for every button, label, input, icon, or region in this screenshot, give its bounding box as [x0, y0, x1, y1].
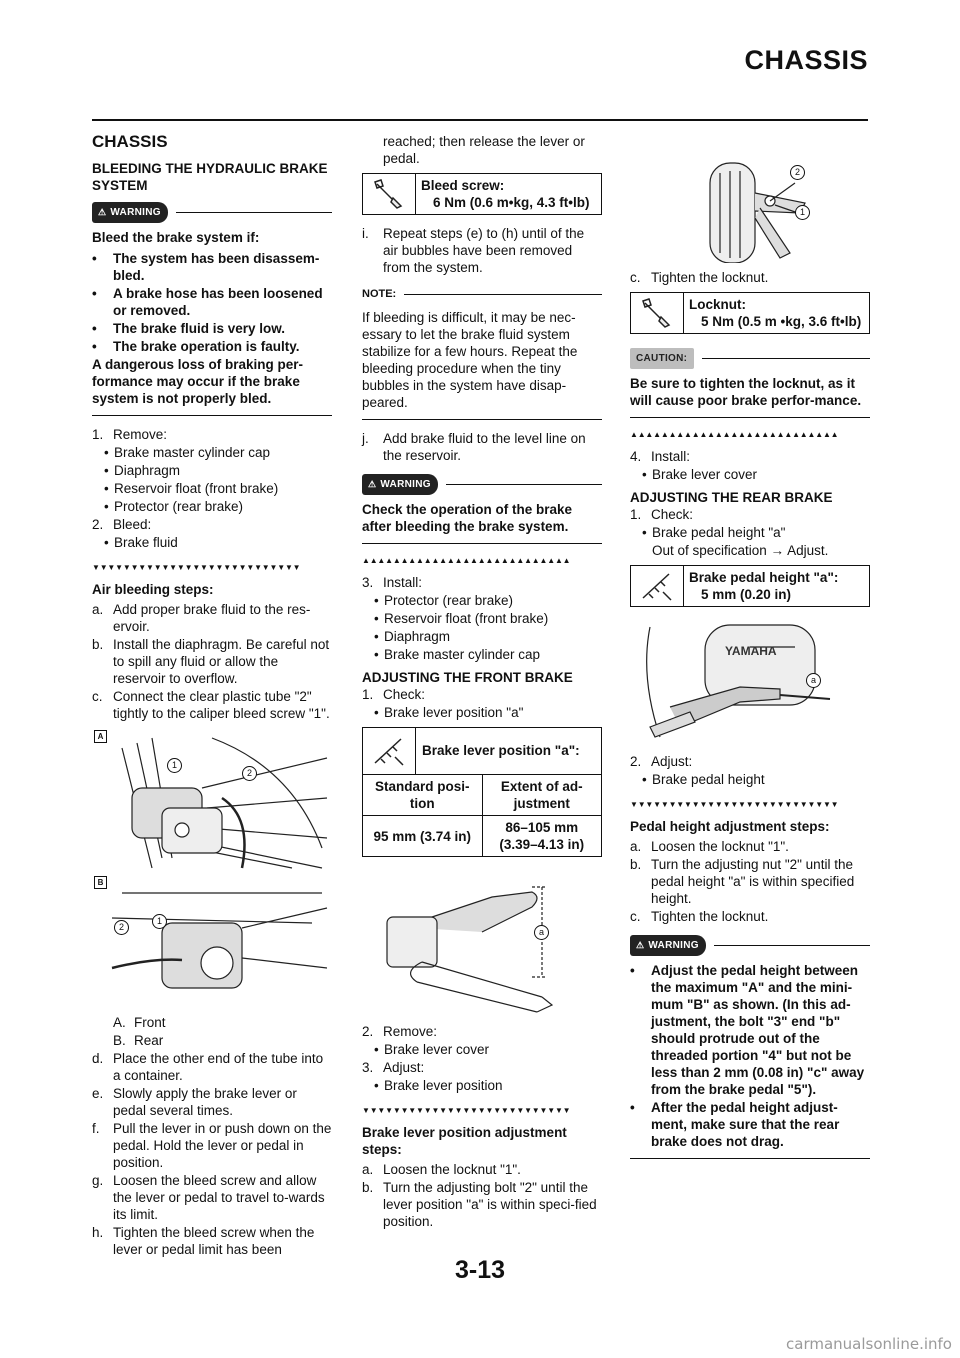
note-body: If bleeding is difficult, it may be nec-essary to let the brake fluid system stabilize for a few hours. Repeat the bleeding procedure when the tiny bubbles in the system have disap-peared. [362, 310, 578, 410]
step-item: j. Add brake fluid to the level line on the reservoir. [362, 431, 586, 463]
spec-value: 5 Nm (0.5 m •kg, 3.6 ft•lb) [701, 314, 862, 329]
list-item: • The brake fluid is very low. [92, 321, 286, 336]
divider [362, 543, 602, 544]
divider [362, 419, 602, 420]
step-item: e. Slowly apply the brake lever or pedal several times. [92, 1086, 297, 1118]
step-item: 4. Install: [630, 449, 691, 464]
warning-body [92, 229, 332, 407]
spec-table-brake-lever [362, 727, 602, 857]
list-item: • Adjust the pedal height between the maximum "A" and the mini-mum "B" as shown. (In this ad-justment, the bolt "3" end "b" should protrude out of the threaded portion "4" but not be less than 2 mm (0.08 in) "c" away from the brake pedal "5"). [630, 963, 865, 1097]
divider [446, 484, 602, 485]
page-number: 3-13 [454, 1256, 506, 1284]
procedure-end-marker: ▲▲▲▲▲▲▲▲▲▲▲▲▲▲▲▲▲▲▲▲▲▲▲▲▲▲▲ [362, 556, 571, 565]
column-1 [92, 133, 332, 1259]
spec-title: Bleed screw: [421, 178, 505, 193]
step-item: d. Place the other end of the tube into a container. [92, 1051, 324, 1083]
check-followup: Out of specification → Adjust. [652, 543, 829, 558]
callout-2: 2 [242, 766, 257, 781]
caution-body: Be sure to tighten the locknut, as it will cause poor brake perfor-mance. [630, 376, 862, 408]
measure-icon [631, 566, 684, 606]
bullet-item: • Diaphragm [104, 463, 181, 478]
warning-badge: ⚠ WARNING [92, 202, 168, 223]
callout-1: 1 [795, 205, 810, 220]
step-item: 1. Check: [630, 507, 694, 522]
list-item: • After the pedal height adjust-ment, make sure that the rear brake does not drag. [630, 1100, 840, 1149]
callout-2: 2 [114, 920, 129, 935]
bullet-item: • Brake master cylinder cap [104, 445, 271, 460]
warning-intro: Bleed the brake system if: [92, 230, 260, 245]
spec-title: Locknut: [689, 297, 746, 312]
procedure-start-marker: ▼▼▼▼▼▼▼▼▼▼▼▼▼▼▼▼▼▼▼▼▼▼▼▼▼▼▼ [92, 563, 301, 572]
header-title: CHASSIS [744, 45, 868, 75]
step-item: 2. Adjust: [630, 754, 693, 769]
bullet-item: • Protector (rear brake) [104, 499, 244, 514]
step-item: b. Install the diaphragm. Be careful not to spill any fluid or allow the reservoir to overflow. [92, 637, 330, 686]
callout-a: a [806, 673, 821, 688]
bullet-item: • Brake pedal height [642, 772, 765, 787]
warning-outro: A dangerous loss of braking per-formance may occur if the brake system is not properly bled. [92, 357, 304, 406]
warning-header [362, 474, 602, 495]
caution-badge: CAUTION: [630, 348, 694, 369]
bullet-item: • Brake lever position [374, 1078, 503, 1093]
bullet-item: • Brake lever cover [642, 467, 758, 482]
locknut-figure [630, 133, 870, 263]
step-item: f. Pull the lever in or push down on the pedal. Hold the lever or pedal in position. [92, 1121, 332, 1170]
subsection-title: ADJUSTING THE FRONT BRAKE [362, 670, 573, 685]
table-cell: 95 mm (3.74 in) [373, 829, 472, 844]
list-item: • The brake operation is faulty. [92, 339, 300, 354]
caliper-figure [92, 728, 332, 1008]
bullet-item: • Brake lever cover [374, 1042, 490, 1057]
procedure-start-marker: ▼▼▼▼▼▼▼▼▼▼▼▼▼▼▼▼▼▼▼▼▼▼▼▼▼▼▼ [362, 1106, 571, 1115]
list-item: • A brake hose has been loosened or removed. [92, 286, 323, 318]
column-3 [630, 133, 870, 1169]
brake-lever-figure [362, 867, 602, 1017]
step-item: 3. Install: [362, 575, 423, 590]
section-title: CHASSIS [92, 132, 168, 151]
step-item: 3. Adjust: [362, 1060, 425, 1075]
continued-text: reached; then release the lever or pedal. [383, 134, 585, 166]
divider [714, 945, 870, 946]
step-item: h. Tighten the bleed screw when the lever or pedal limit has been [92, 1225, 315, 1257]
bullet-item: • Brake lever position "a" [374, 705, 524, 720]
step-item: c. Connect the clear plastic tube "2" tightly to the caliper bleed screw "1". [92, 689, 330, 721]
subsection-title: BLEEDING THE HYDRAULIC BRAKE SYSTEM [92, 161, 328, 193]
warning-badge: ⚠ WARNING [362, 474, 438, 495]
bullet-item: • Protector (rear brake) [374, 593, 514, 608]
warning-badge: ⚠ WARNING [630, 935, 706, 956]
step-item: 2. Bleed: [92, 517, 152, 532]
step-item: 1. Check: [362, 687, 426, 702]
divider [630, 1158, 870, 1159]
callout-1: 1 [167, 758, 182, 773]
page-header [0, 0, 960, 125]
divider [630, 417, 870, 418]
figure-label-a: A [94, 730, 107, 743]
warning-triangle-icon: ⚠ [368, 479, 377, 489]
step-item: a. Add proper brake fluid to the res-ervoir. [92, 602, 311, 634]
callout-2: 2 [790, 165, 805, 180]
divider [404, 294, 602, 295]
step-item: i. Repeat steps (e) to (h) until of the air bubbles have been removed from the system. [362, 226, 585, 275]
brake-pedal-figure [630, 617, 870, 747]
step-item: c. Tighten the locknut. [630, 270, 769, 285]
spec-value: 6 Nm (0.6 m•kg, 4.3 ft•lb) [433, 195, 590, 210]
procedure-title: Pedal height adjustment steps: [630, 819, 830, 834]
bullet-item: • Brake fluid [104, 535, 178, 550]
table-header: Standard posi-tion [374, 779, 470, 811]
divider [92, 415, 332, 416]
callout-1: 1 [152, 914, 167, 929]
step-item: a. Loosen the locknut "1". [630, 839, 789, 854]
caution-header [630, 348, 870, 369]
warning-header [630, 935, 870, 956]
procedure-end-marker: ▲▲▲▲▲▲▲▲▲▲▲▲▲▲▲▲▲▲▲▲▲▲▲▲▲▲▲ [630, 430, 839, 439]
spec-value: 5 mm (0.20 in) [701, 587, 792, 602]
watermark: carmanualsonline.info [786, 1335, 952, 1353]
step-item: 1. Remove: [92, 427, 168, 442]
warning-body: Check the operation of the brake after bleeding the brake system. [362, 502, 573, 534]
bullet-item: • Reservoir float (front brake) [104, 481, 279, 496]
step-item: c. Tighten the locknut. [630, 909, 769, 924]
subsection-title: ADJUSTING THE REAR BRAKE [630, 490, 833, 505]
legend-item: B. Rear [113, 1033, 164, 1048]
torque-wrench-icon [631, 293, 684, 333]
warning-body [630, 962, 870, 1150]
legend-item: A. Front [113, 1015, 166, 1030]
column-2 [362, 133, 602, 1231]
warning-header [92, 202, 332, 223]
measure-icon [363, 728, 416, 774]
note-header [362, 286, 602, 303]
step-item: a. Loosen the locknut "1". [362, 1162, 521, 1177]
table-header: Extent of ad-justment [482, 775, 602, 815]
torque-wrench-icon [363, 174, 416, 214]
procedure-title: Brake lever position adjustment steps: [362, 1125, 567, 1157]
bullet-item: • Reservoir float (front brake) [374, 611, 549, 626]
procedure-start-marker: ▼▼▼▼▼▼▼▼▼▼▼▼▼▼▼▼▼▼▼▼▼▼▼▼▼▼▼ [630, 800, 839, 809]
spec-box-locknut [630, 292, 870, 334]
bullet-item: • Brake pedal height "a" [642, 525, 786, 540]
spec-box-bleed-screw [362, 173, 602, 215]
step-item: g. Loosen the bleed screw and allow the lever or pedal to travel to-wards its limit. [92, 1173, 325, 1222]
spec-title: Brake lever position "a": [422, 743, 580, 758]
spec-box-pedal-height [630, 565, 870, 607]
list-item: • The system has been disassem-bled. [92, 251, 320, 283]
divider [176, 212, 332, 213]
warning-triangle-icon: ⚠ [98, 207, 107, 217]
note-label: NOTE: [362, 288, 397, 300]
warning-triangle-icon: ⚠ [636, 940, 645, 950]
step-item: b. Turn the adjusting bolt "2" until the lever position "a" is within speci-fied position. [362, 1180, 597, 1229]
procedure-title: Air bleeding steps: [92, 582, 214, 597]
step-item: 2. Remove: [362, 1024, 438, 1039]
spec-title: Brake pedal height "a": [689, 570, 839, 585]
bullet-item: • Brake master cylinder cap [374, 647, 541, 662]
yamaha-logo-text: YAMAHA [725, 644, 777, 658]
header-rule [92, 119, 868, 121]
divider [702, 358, 870, 359]
step-item: b. Turn the adjusting nut "2" until the pedal height "a" is within specified height. [630, 857, 855, 906]
table-cell: 86–105 mm (3.39–4.13 in) [482, 816, 602, 856]
callout-a: a [534, 925, 549, 940]
bullet-item: • Diaphragm [374, 629, 451, 644]
figure-label-b: B [94, 876, 107, 889]
